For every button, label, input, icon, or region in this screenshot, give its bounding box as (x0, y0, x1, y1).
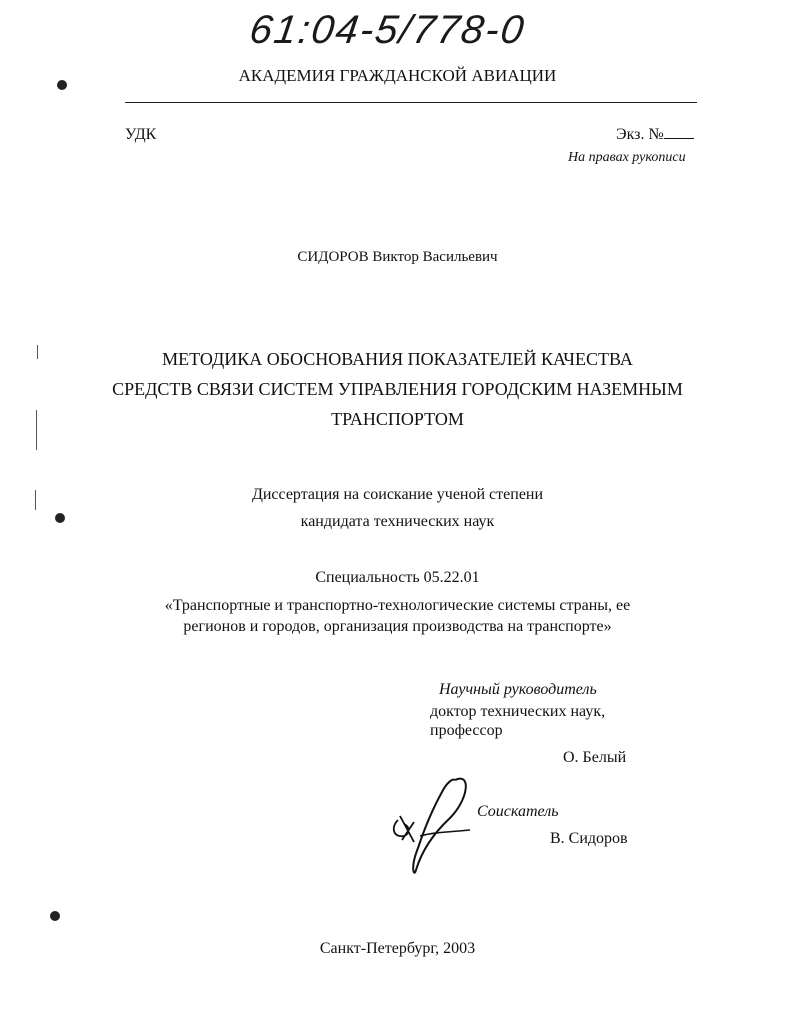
title-line-1: МЕТОДИКА ОБОСНОВАНИЯ ПОКАЗАТЕЛЕЙ КАЧЕСТВА (162, 349, 633, 369)
degree-line-2: кандидата технических наук (300, 513, 495, 530)
punch-hole-middle (55, 513, 65, 523)
copy-number-label: Экз. № (616, 126, 664, 143)
degree-line-1: Диссертация на соискание ученой степени (251, 486, 544, 503)
punch-hole-bottom (50, 911, 60, 921)
supervisor-role: Научный руководитель (439, 681, 597, 698)
author-name: СИДОРОВ Виктор Васильевич (297, 249, 498, 265)
city-year: Санкт-Петербург, 2003 (319, 940, 476, 957)
copy-number-blank (664, 126, 694, 139)
specialty-code: Специальность 05.22.01 (315, 569, 480, 586)
degree-statement (0, 481, 795, 535)
specialty-name (0, 595, 795, 637)
handwritten-archive-number: 61:04-5/778-0 (246, 8, 529, 52)
specialty-name-line-2: регионов и городов, организация производства на транспорте» (183, 618, 612, 635)
dissertation-title (0, 344, 795, 434)
copy-number (616, 126, 694, 144)
applicant-role: Соискатель (477, 803, 559, 820)
supervisor-name: О. Белый (563, 749, 627, 766)
punch-hole-top (57, 80, 67, 90)
applicant-name: В. Сидоров (550, 830, 628, 847)
specialty-name-line-1: «Транспортные и транспортно-технологические системы страны, ее (164, 597, 631, 614)
supervisor-degree: доктор технических наук, (430, 703, 606, 720)
signature-mark (380, 770, 490, 880)
margin-mark (37, 345, 38, 359)
title-line-3: ТРАНСПОРТОМ (331, 409, 464, 429)
header-divider (125, 102, 697, 103)
organization-name: АКАДЕМИЯ ГРАЖДАНСКОЙ АВИАЦИИ (238, 66, 557, 85)
supervisor-title: профессор (430, 722, 503, 739)
title-line-2: СРЕДСТВ СВЯЗИ СИСТЕМ УПРАВЛЕНИЯ ГОРОДСКИМ НАЗЕМНЫМ (112, 379, 683, 399)
margin-mark (35, 490, 36, 510)
rights-note: На правах рукописи (568, 150, 686, 165)
margin-mark (36, 410, 37, 450)
udk-label: УДК (125, 126, 157, 143)
